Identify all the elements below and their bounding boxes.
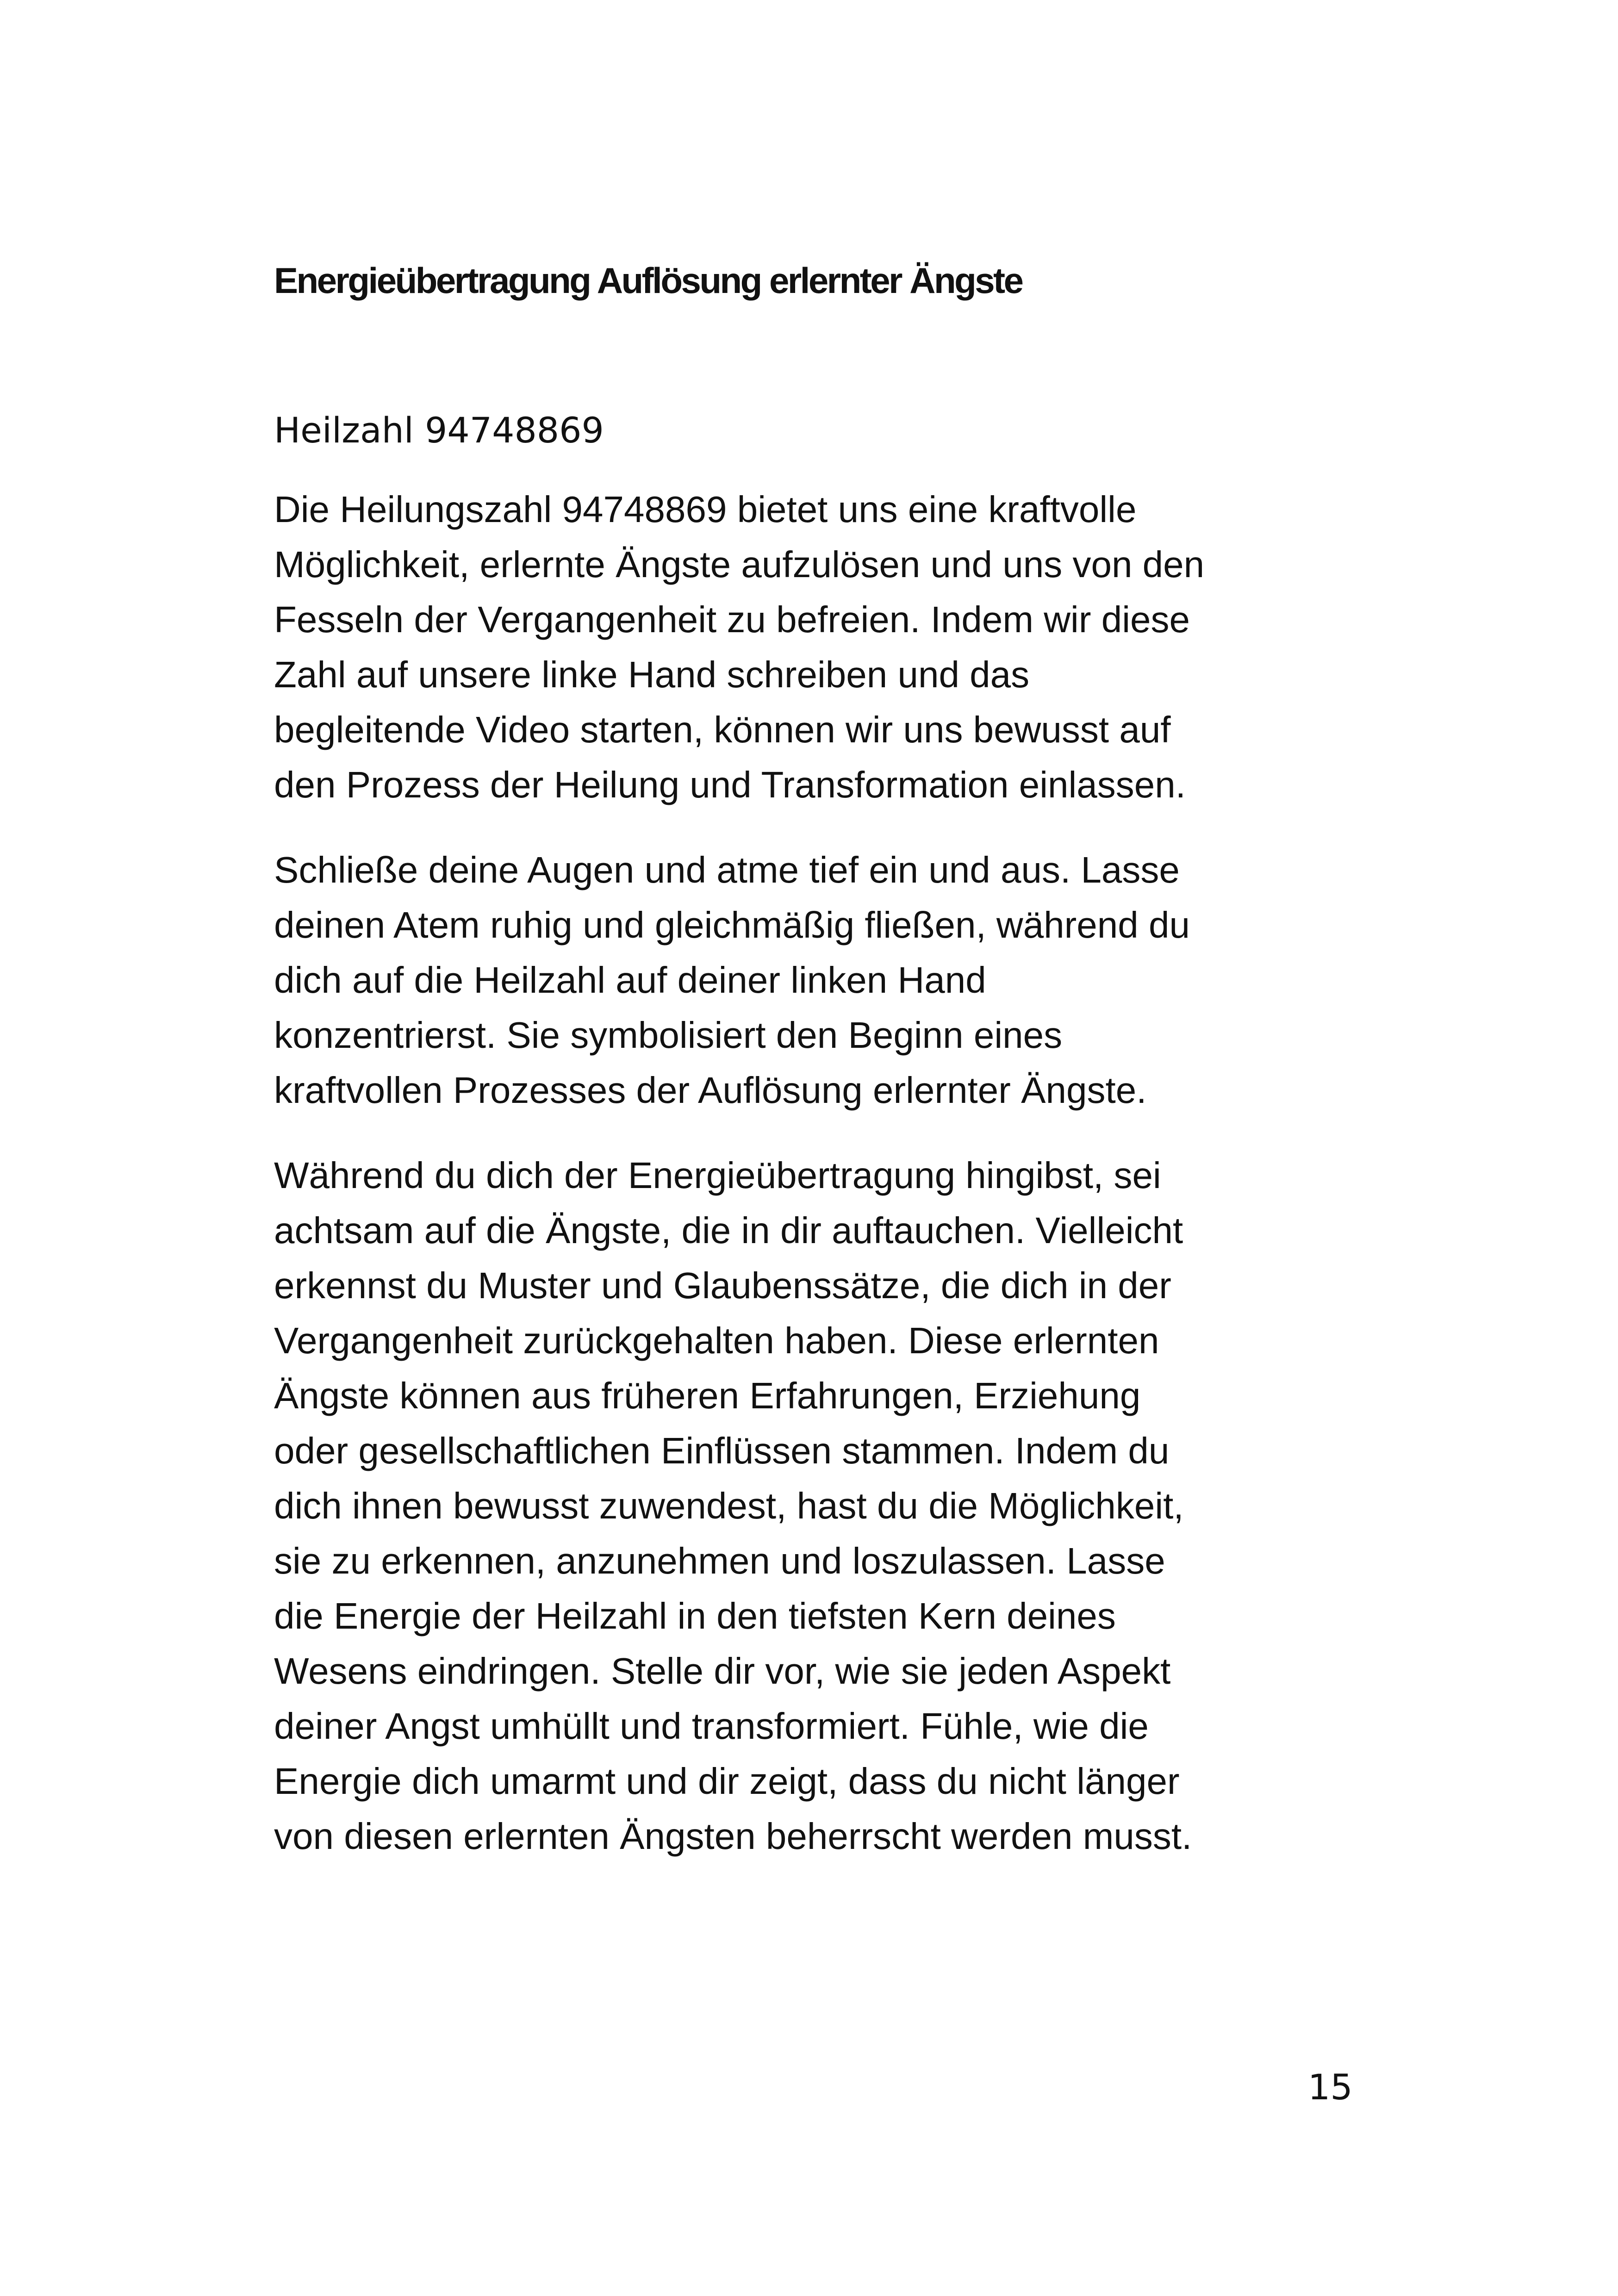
text-line: Wesens eindringen. Stelle dir vor, wie sie jeden Aspekt <box>274 1650 1171 1692</box>
text-line: erkennst du Muster und Glaubenssätze, die dich in der <box>274 1264 1171 1306</box>
text-line: deiner Angst umhüllt und transformiert. Fühle, wie die <box>274 1705 1149 1747</box>
text-line: Fesseln der Vergangenheit zu befreien. Indem wir diese <box>274 598 1190 640</box>
text-line: achtsam auf die Ängste, die in dir auftauchen. Vielleicht <box>274 1209 1183 1251</box>
text-line: die Energie der Heilzahl in den tiefsten Kern deines <box>274 1595 1116 1636</box>
paragraph-2 <box>274 842 1366 1118</box>
section-heading: Energieübertragung Auflösung erlernter Ängste <box>274 260 1022 301</box>
text-line: dich ihnen bewusst zuwendest, hast du die Möglichkeit, <box>274 1485 1184 1526</box>
text-line: kraftvollen Prozesses der Auflösung erlernter Ängste. <box>274 1069 1147 1111</box>
text-line: begleitende Video starten, können wir uns bewusst auf <box>274 709 1171 750</box>
text-line: Während du dich der Energieübertragung hingibst, sei <box>274 1154 1161 1196</box>
text-line: Schließe deine Augen und atme tief ein und aus. Lasse <box>274 849 1180 890</box>
text-line: Zahl auf unsere linke Hand schreiben und das <box>274 653 1030 695</box>
text-line: oder gesellschaftlichen Einflüssen stammen. Indem du <box>274 1430 1170 1471</box>
text-line: Energie dich umarmt und dir zeigt, dass du nicht länger <box>274 1760 1180 1802</box>
page-number: 15 <box>1308 2066 1353 2108</box>
text-line: Vergangenheit zurückgehalten haben. Diese erlernten <box>274 1319 1159 1361</box>
text-line: deinen Atem ruhig und gleichmäßig fließen, während du <box>274 904 1190 946</box>
text-line: Ängste können aus früheren Erfahrungen, Erziehung <box>274 1375 1141 1416</box>
text-line: konzentrierst. Sie symbolisiert den Beginn eines <box>274 1014 1063 1056</box>
paragraph-1 <box>274 482 1366 812</box>
text-line: den Prozess der Heilung und Transformation einlassen. <box>274 764 1186 805</box>
text-line: von diesen erlernten Ängsten beherrscht werden musst. <box>274 1815 1192 1857</box>
text-line: dich auf die Heilzahl auf deiner linken Hand <box>274 959 986 1001</box>
text-line: sie zu erkennen, anzunehmen und loszulassen. Lasse <box>274 1540 1165 1581</box>
healing-number-subheading: Heilzahl 94748869 <box>274 409 604 451</box>
paragraph-3 <box>274 1148 1366 1864</box>
page-content <box>274 259 1366 1864</box>
text-line: Die Heilungszahl 94748869 bietet uns eine kraftvolle <box>274 488 1137 530</box>
text-line: Möglichkeit, erlernte Ängste aufzulösen und uns von den <box>274 543 1205 585</box>
